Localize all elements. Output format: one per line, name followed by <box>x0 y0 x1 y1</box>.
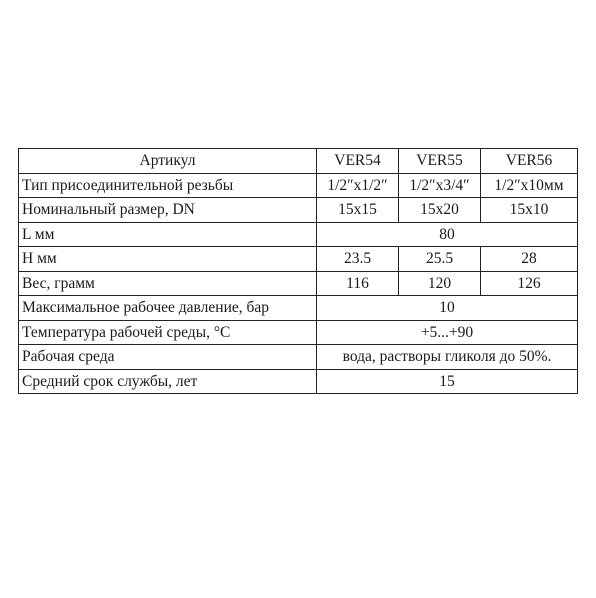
table-row <box>19 296 578 321</box>
table-row <box>19 345 578 370</box>
row-label: Номинальный размер, DN <box>19 198 317 223</box>
row-label: Вес, грамм <box>19 271 317 296</box>
article-header-label: Артикул <box>19 149 317 174</box>
table-row <box>19 222 578 247</box>
cell-value: 25.5 <box>399 247 481 272</box>
cell-value-merged: вода, растворы гликоля до 50%. <box>317 345 578 370</box>
cell-value-merged: +5...+90 <box>317 320 578 345</box>
specification-table <box>18 148 578 394</box>
table-row <box>19 247 578 272</box>
cell-value-merged: 80 <box>317 222 578 247</box>
cell-value: 23.5 <box>317 247 399 272</box>
row-label: Максимальное рабочее давление, бар <box>19 296 317 321</box>
row-label: H мм <box>19 247 317 272</box>
cell-value: 120 <box>399 271 481 296</box>
table-row <box>19 320 578 345</box>
table-row <box>19 369 578 394</box>
cell-value-merged: 10 <box>317 296 578 321</box>
cell-value: 1/2″x1/2″ <box>317 173 399 198</box>
table-row <box>19 198 578 223</box>
cell-value: 1/2″x10мм <box>481 173 578 198</box>
cell-value-merged: 15 <box>317 369 578 394</box>
row-label: Температура рабочей среды, °С <box>19 320 317 345</box>
cell-value: 15x10 <box>481 198 578 223</box>
table-header-row <box>19 149 578 174</box>
cell-value: 126 <box>481 271 578 296</box>
cell-value: 1/2″x3/4″ <box>399 173 481 198</box>
row-label: L мм <box>19 222 317 247</box>
model-header-ver54: VER54 <box>317 149 399 174</box>
table-row <box>19 173 578 198</box>
row-label: Тип присоединительной резьбы <box>19 173 317 198</box>
cell-value: 28 <box>481 247 578 272</box>
cell-value: 116 <box>317 271 399 296</box>
row-label: Средний срок службы, лет <box>19 369 317 394</box>
cell-value: 15x15 <box>317 198 399 223</box>
model-header-ver55: VER55 <box>399 149 481 174</box>
row-label: Рабочая среда <box>19 345 317 370</box>
model-header-ver56: VER56 <box>481 149 578 174</box>
table-row <box>19 271 578 296</box>
cell-value: 15x20 <box>399 198 481 223</box>
